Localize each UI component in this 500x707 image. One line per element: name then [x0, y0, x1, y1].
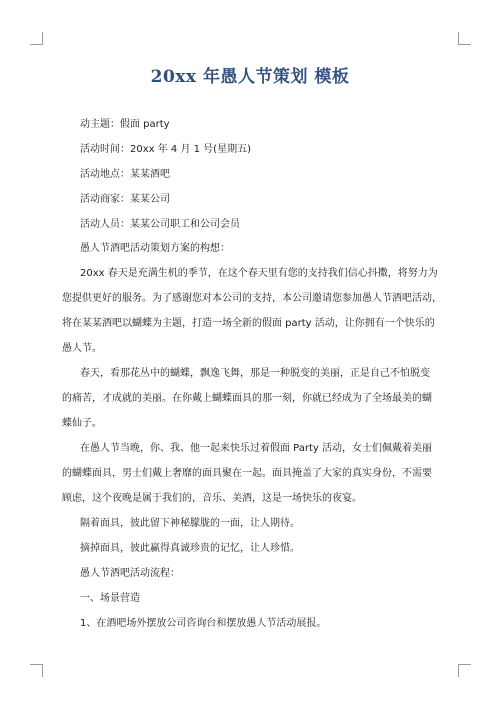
page-corner-mark-top-left — [30, 32, 43, 45]
paragraph-line: 将在某某酒吧以蝴蝶为主题，打造一场全新的假面 party 活动，让你拥有一个快乐的 — [62, 318, 435, 329]
paragraph-line: 顾虑，这个夜晚是属于我们的，音乐、美酒，这是一场快乐的夜宴。 — [62, 493, 362, 504]
paragraph-line: 20xx 春天是充满生机的季节，在这个春天里有您的支持我们信心抖擞，将努力为 — [80, 268, 438, 279]
plan-concept-heading: 愚人节酒吧活动策划方案的构想： — [80, 243, 230, 254]
paragraph-line: 春天，看那花丛中的蝴蝶，飘逸飞舞，那是一种脱变的美丽，正是自己不怕脱变 — [80, 368, 430, 379]
merchant-line: 活动商家：某某公司 — [80, 194, 170, 205]
process-heading: 愚人节酒吧活动流程： — [80, 568, 180, 579]
time-line: 活动时间：20xx 年 4 月 1 号(星期五) — [80, 144, 251, 155]
paragraph-line: 的痛苦，才成就的美丽。在你戴上蝴蝶面具的那一刻，你就已经成为了全场最美的蝴 — [62, 393, 432, 404]
paragraph-line: 摘掉面具，彼此赢得真诚珍贵的记忆，让人珍惜。 — [80, 543, 300, 554]
list-item: 1、在酒吧场外摆放公司咨询台和摆放愚人节活动展报。 — [80, 618, 327, 629]
paragraph-line: 在愚人节当晚，你、我、他一起来快乐过着假面 Party 活动，女士们佩戴着美丽 — [80, 443, 433, 454]
page-corner-mark-top-right — [458, 32, 471, 45]
paragraph-line: 愚人节。 — [62, 343, 102, 354]
paragraph-line: 隔着面具，彼此留下神秘朦胧的一面，让人期待。 — [80, 518, 300, 529]
section-heading: 一、场景营造 — [80, 593, 140, 604]
document-title: 20xx 年愚人节策划 模板 — [150, 67, 350, 87]
page-corner-mark-bottom-left — [30, 664, 43, 677]
paragraph-line: 的蝴蝶面具，男士们戴上奢靡的面具聚在一起。面具掩盖了大家的真实身份，不需要 — [62, 468, 432, 479]
paragraph-line: 您提供更好的服务。为了感谢您对本公司的支持，本公司邀请您参加愚人节酒吧活动， — [62, 293, 442, 304]
theme-line: 动主题：假面 party — [80, 119, 170, 130]
paragraph-line: 蝶仙子。 — [62, 418, 102, 429]
participants-line: 活动人员：某某公司职工和公司会员 — [80, 219, 240, 230]
location-line: 活动地点：某某酒吧 — [80, 169, 170, 180]
page-corner-mark-bottom-right — [458, 664, 471, 677]
